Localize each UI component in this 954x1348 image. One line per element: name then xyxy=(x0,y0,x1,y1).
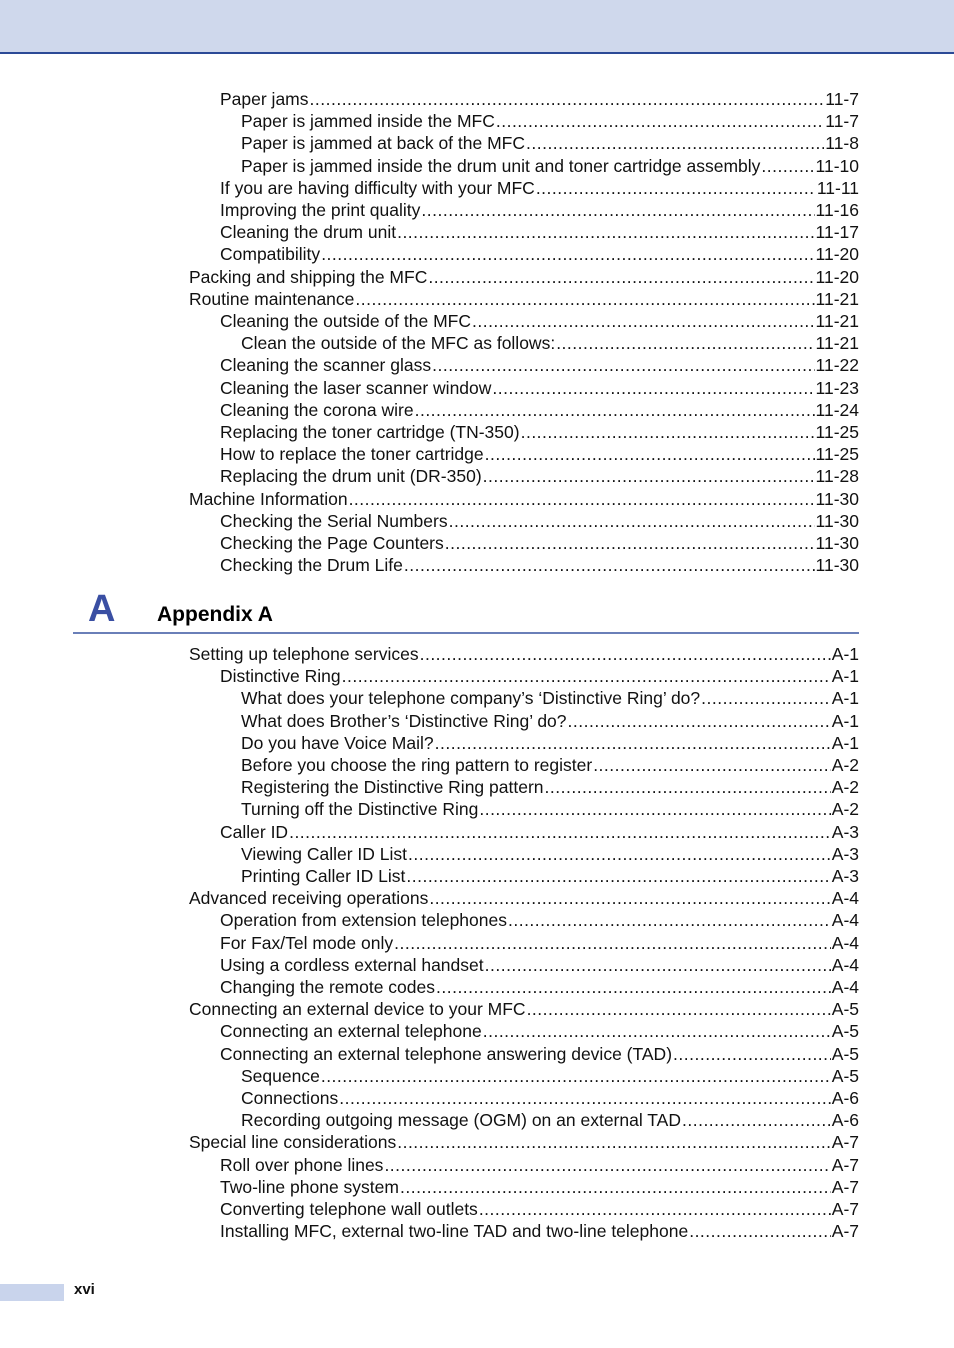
toc-dot-leader xyxy=(496,110,824,132)
toc-entry-page: 11-10 xyxy=(815,155,859,176)
toc-entry-title: Connecting an external telephone xyxy=(220,1021,482,1042)
toc-entry-page: A-7 xyxy=(831,1154,859,1175)
toc-entry-page: A-4 xyxy=(831,954,859,975)
toc-entry-page: 11-22 xyxy=(815,355,859,376)
toc-entry-page: 11-25 xyxy=(815,422,859,442)
toc-entry-title: Turning off the Distinctive Ring xyxy=(241,799,479,820)
toc-entry-page: 11-11 xyxy=(816,177,859,198)
toc-entry-page: 11-20 xyxy=(815,244,859,265)
toc-entry[interactable] xyxy=(220,1020,859,1042)
toc-entry[interactable] xyxy=(241,776,859,798)
footer-band xyxy=(0,1284,64,1301)
toc-entry[interactable] xyxy=(220,1043,859,1065)
toc-dot-leader xyxy=(483,465,815,487)
toc-entry-title: How to replace the toner cartridge xyxy=(220,444,484,465)
toc-entry-page: A-7 xyxy=(831,1199,859,1219)
toc-entry[interactable] xyxy=(220,821,859,843)
toc-dot-leader xyxy=(384,1154,830,1176)
toc-entry[interactable] xyxy=(220,554,859,576)
toc-entry-page: A-5 xyxy=(831,1021,859,1042)
toc-dot-leader xyxy=(436,976,831,998)
toc-entry-title: Paper is jammed inside the MFC xyxy=(241,111,495,132)
toc-dot-leader xyxy=(521,421,815,443)
toc-dot-leader xyxy=(682,1109,831,1131)
toc-entry-title: Improving the print quality xyxy=(220,200,421,220)
toc-entry-page: A-4 xyxy=(831,977,859,997)
toc-entry-title: Connections xyxy=(241,1088,339,1108)
toc-dot-leader xyxy=(397,1131,831,1153)
toc-entry-title: Distinctive Ring xyxy=(220,666,341,687)
toc-entry-title: Cleaning the corona wire xyxy=(220,399,414,420)
toc-entry-page: 11-28 xyxy=(815,466,859,487)
toc-entry-title: Changing the remote codes xyxy=(220,977,435,997)
toc-entry[interactable] xyxy=(241,843,859,865)
toc-entry[interactable] xyxy=(220,909,859,931)
toc-entry[interactable] xyxy=(241,132,859,154)
toc-entry-title: Before you choose the ring pattern to register xyxy=(241,755,593,775)
toc-entry[interactable] xyxy=(220,954,859,976)
toc-entry-title: Paper is jammed inside the drum unit and toner cartridge assembly xyxy=(241,155,761,176)
toc-entry-title: Roll over phone lines xyxy=(220,1154,384,1175)
toc-dot-leader xyxy=(406,865,830,887)
appendix-letter: A xyxy=(88,588,116,630)
toc-entry-title: Registering the Distinctive Ring pattern xyxy=(241,777,544,798)
toc-dot-leader xyxy=(342,665,831,687)
toc-entry-page: 11-21 xyxy=(815,288,859,309)
toc-entry-title: Paper is jammed at back of the MFC xyxy=(241,133,525,154)
toc-entry-title: Converting telephone wall outlets xyxy=(220,1199,478,1219)
toc-entry[interactable] xyxy=(241,332,859,354)
toc-entry-title: What does your telephone company’s ‘Distinctive Ring’ do? xyxy=(241,688,701,709)
toc-dot-leader xyxy=(339,1087,830,1109)
toc-entry[interactable] xyxy=(220,354,859,376)
toc-dot-leader xyxy=(472,310,815,332)
toc-entry-page: 11-7 xyxy=(825,89,859,109)
toc-entry-title: What does Brother’s ‘Distinctive Ring’ do? xyxy=(241,710,567,731)
toc-entry-page: 11-16 xyxy=(815,200,859,220)
toc-entry-title: Viewing Caller ID List xyxy=(241,843,407,864)
toc-entry-page: 11-30 xyxy=(815,533,859,553)
toc-entry[interactable] xyxy=(220,1198,859,1220)
toc-entry-page: A-7 xyxy=(831,1132,859,1153)
toc-entry-title: For Fax/Tel mode only xyxy=(220,932,394,953)
toc-entry[interactable] xyxy=(220,443,859,465)
toc-entry[interactable] xyxy=(189,1131,859,1153)
toc-entry-page: A-7 xyxy=(831,1221,859,1242)
toc-dot-leader xyxy=(400,1176,831,1198)
toc-entry-page: 11-7 xyxy=(825,111,859,132)
toc-dot-leader xyxy=(435,732,831,754)
toc-entry-title: Do you have Voice Mail? xyxy=(241,732,434,753)
header-band xyxy=(0,0,954,54)
toc-dot-leader xyxy=(397,221,814,243)
toc-dot-leader xyxy=(701,687,831,709)
toc-dot-leader xyxy=(429,887,830,909)
toc-entry-page: A-1 xyxy=(831,666,859,687)
toc-dot-leader xyxy=(526,132,824,154)
toc-entry-page: 11-20 xyxy=(815,266,859,287)
toc-entry-page: A-5 xyxy=(831,1043,859,1064)
toc-entry-page: 11-21 xyxy=(815,311,859,331)
toc-dot-leader xyxy=(349,488,815,510)
toc-entry[interactable] xyxy=(241,110,859,132)
toc-entry-title: Setting up telephone services xyxy=(189,644,419,664)
toc-entry-title: Routine maintenance xyxy=(189,288,355,309)
toc-entry-title: Checking the Page Counters xyxy=(220,533,444,553)
toc-entry-title: Two-line phone system xyxy=(220,1176,399,1197)
toc-entry[interactable] xyxy=(220,1220,859,1242)
toc-dot-leader xyxy=(432,354,814,376)
toc-entry[interactable] xyxy=(189,887,859,909)
toc-entry-page: 11-8 xyxy=(825,133,859,154)
toc-entry[interactable] xyxy=(220,421,859,443)
toc-dot-leader xyxy=(415,399,815,421)
toc-entry-page: A-5 xyxy=(831,999,859,1020)
toc-entry-title: Replacing the drum unit (DR-350) xyxy=(220,466,482,487)
toc-dot-leader xyxy=(556,332,814,354)
toc-entry-page: 11-30 xyxy=(815,488,859,509)
toc-dot-leader xyxy=(479,798,830,820)
toc-entry-page: A-2 xyxy=(831,799,859,820)
toc-entry-title: Installing MFC, external two-line TAD and two-line telephone xyxy=(220,1221,689,1242)
toc-entry-title: If you are having difficulty with your MFC xyxy=(220,177,535,198)
footer-page-number: xvi xyxy=(74,1281,95,1298)
toc-entry-title: Cleaning the outside of the MFC xyxy=(220,311,471,331)
toc-entry-title: Paper jams xyxy=(220,89,309,109)
toc-entry[interactable] xyxy=(241,732,859,754)
toc-entry-page: A-4 xyxy=(831,932,859,953)
toc-entry-page: 11-24 xyxy=(815,399,859,420)
toc-entry[interactable] xyxy=(220,199,859,221)
toc-entry[interactable] xyxy=(241,710,859,732)
toc-dot-leader xyxy=(483,1020,831,1042)
toc-entry[interactable] xyxy=(220,465,859,487)
toc-entry-title: Using a cordless external handset xyxy=(220,954,484,975)
toc-entry-page: 11-17 xyxy=(815,222,859,243)
toc-entry-page: 11-30 xyxy=(815,510,859,531)
toc-entry-page: A-2 xyxy=(831,755,859,775)
toc-entry-title: Cleaning the drum unit xyxy=(220,222,397,243)
toc-entry-title: Packing and shipping the MFC xyxy=(189,266,428,287)
toc-entry-title: Operation from extension telephones xyxy=(220,910,507,931)
toc-entry[interactable] xyxy=(189,288,859,310)
toc-entry-page: A-1 xyxy=(831,644,859,664)
toc-entry[interactable] xyxy=(220,177,859,199)
toc-entry[interactable] xyxy=(220,932,859,954)
toc-dot-leader xyxy=(428,266,814,288)
toc-dot-leader xyxy=(449,510,815,532)
toc-entry-title: Compatibility xyxy=(220,244,321,265)
toc-entry[interactable] xyxy=(241,798,859,820)
toc-entry[interactable] xyxy=(241,1087,859,1109)
toc-entry-title: Checking the Drum Life xyxy=(220,555,403,576)
toc-entry-title: Checking the Serial Numbers xyxy=(220,510,448,531)
toc-entry-page: 11-25 xyxy=(815,444,859,465)
toc-dot-leader xyxy=(545,776,831,798)
toc-entry-page: A-6 xyxy=(831,1110,859,1131)
toc-entry-page: A-3 xyxy=(831,821,859,842)
toc-entry-page: A-2 xyxy=(831,777,859,798)
toc-dot-leader xyxy=(568,710,831,732)
toc-entry[interactable] xyxy=(189,643,859,665)
toc-entry[interactable] xyxy=(241,687,859,709)
toc-entry[interactable] xyxy=(220,310,859,332)
toc-entry-page: A-1 xyxy=(831,688,859,709)
toc-dot-leader xyxy=(421,199,814,221)
appendix-heading: Appendix A xyxy=(157,603,273,626)
toc-dot-leader xyxy=(673,1043,831,1065)
toc-entry-page: A-1 xyxy=(831,732,859,753)
toc-entry-title: Advanced receiving operations xyxy=(189,888,429,909)
toc-entry-page: A-4 xyxy=(831,910,859,931)
toc-entry[interactable] xyxy=(220,976,859,998)
toc-entry[interactable] xyxy=(241,754,859,776)
toc-entry[interactable] xyxy=(189,998,859,1020)
toc-entry-title: Replacing the toner cartridge (TN-350) xyxy=(220,422,520,442)
toc-dot-leader xyxy=(485,954,831,976)
toc-dot-leader xyxy=(445,532,815,554)
toc-dot-leader xyxy=(355,288,814,310)
toc-entry-page: A-4 xyxy=(831,888,859,909)
toc-entry[interactable] xyxy=(189,266,859,288)
appendix-divider xyxy=(73,632,859,634)
toc-entry[interactable] xyxy=(220,399,859,421)
toc-dot-leader xyxy=(408,843,831,865)
toc-entry-title: Cleaning the laser scanner window xyxy=(220,377,492,398)
toc-dot-leader xyxy=(420,643,831,665)
toc-dot-leader xyxy=(321,243,814,265)
toc-entry[interactable] xyxy=(220,532,859,554)
toc-dot-leader xyxy=(508,909,831,931)
toc-entry-page: A-6 xyxy=(831,1088,859,1108)
toc-entry-title: Printing Caller ID List xyxy=(241,866,406,886)
toc-entry[interactable] xyxy=(220,510,859,532)
toc-entry[interactable] xyxy=(241,865,859,887)
toc-entry-title: Clean the outside of the MFC as follows: xyxy=(241,333,556,354)
toc-entry-title: Connecting an external telephone answering device (TAD) xyxy=(220,1043,673,1064)
toc-entry-title: Machine Information xyxy=(189,488,348,509)
toc-entry-title: Connecting an external device to your MFC xyxy=(189,999,526,1020)
toc-entry[interactable] xyxy=(220,1176,859,1198)
toc-entry[interactable] xyxy=(189,488,859,510)
toc-entry[interactable] xyxy=(220,88,859,110)
toc-entry[interactable] xyxy=(220,221,859,243)
toc-dot-leader xyxy=(321,1065,831,1087)
toc-entry-page: A-3 xyxy=(831,843,859,864)
toc-entry-title: Special line considerations xyxy=(189,1132,397,1153)
toc-dot-leader xyxy=(689,1220,831,1242)
toc-entry-title: Cleaning the scanner glass xyxy=(220,355,432,376)
toc-entry[interactable] xyxy=(220,665,859,687)
toc-entry[interactable] xyxy=(241,1065,859,1087)
toc-dot-leader xyxy=(527,998,831,1020)
toc-entry-page: 11-21 xyxy=(815,333,859,354)
toc-dot-leader xyxy=(492,377,814,399)
toc-dot-leader xyxy=(404,554,815,576)
toc-dot-leader xyxy=(479,1198,831,1220)
toc-entry-title: Sequence xyxy=(241,1065,320,1086)
toc-dot-leader xyxy=(394,932,831,954)
toc-entry-page: 11-23 xyxy=(815,377,859,398)
toc-entry-page: 11-30 xyxy=(815,555,859,576)
toc-dot-leader xyxy=(310,88,825,110)
toc-entry[interactable] xyxy=(220,377,859,399)
toc-entry-page: A-5 xyxy=(831,1065,859,1086)
toc-entry[interactable] xyxy=(241,155,859,177)
toc-entry-page: A-1 xyxy=(831,710,859,731)
toc-entry-title: Recording outgoing message (OGM) on an external TAD xyxy=(241,1110,681,1131)
toc-entry-page: A-7 xyxy=(831,1176,859,1197)
toc-dot-leader xyxy=(593,754,831,776)
toc-dot-leader xyxy=(485,443,815,465)
toc-entry-title: Caller ID xyxy=(220,821,289,842)
toc-entry[interactable] xyxy=(220,243,859,265)
toc-entry[interactable] xyxy=(241,1109,859,1131)
toc-dot-leader xyxy=(761,155,814,177)
toc-entry-page: A-3 xyxy=(831,866,859,886)
toc-dot-leader xyxy=(289,821,831,843)
toc-dot-leader xyxy=(536,177,816,199)
toc-entry[interactable] xyxy=(220,1154,859,1176)
